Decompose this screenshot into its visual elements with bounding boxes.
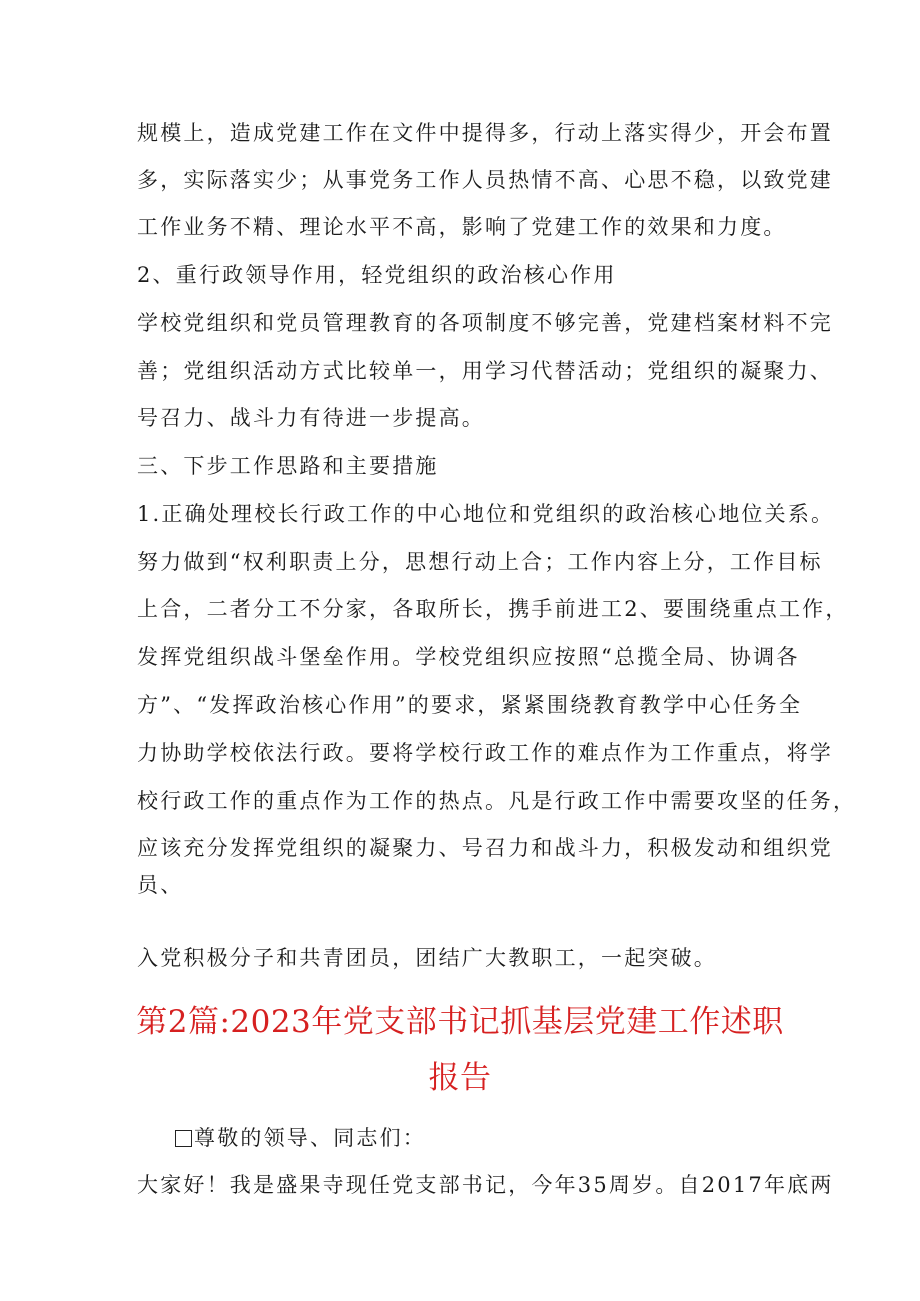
body-line-14: 力协助学校依法行政。要将学校行政工作的难点作为工作重点，将学: [137, 741, 833, 765]
body-line-11: 上合，二者分工不分家，各取所长，携手前进工2、要围绕重点工作，: [137, 597, 849, 621]
salutation-text: 尊敬的领导、同志们：: [194, 1126, 426, 1150]
body-line-17: 员、: [137, 873, 184, 897]
body-line-2: 多，实际落实少；从事党务工作人员热情不高、心思不稳，以致党建: [137, 168, 833, 192]
body-line-5: 学校党组织和党员管理教育的各项制度不够完善，党建档案材料不完: [137, 311, 833, 335]
body-line-intro: 大家好！我是盛果寺现任党支部书记，今年35周岁。自2017年底两: [137, 1173, 834, 1197]
body-line-9: 1.正确处理校长行政工作的中心地位和党组织的政治核心地位关系。: [137, 502, 835, 526]
section-subheading-2: 2、重行政领导作用，轻党组织的政治核心作用: [137, 263, 617, 287]
body-line-1: 规模上，造成党建工作在文件中提得多，行动上落实得少，开会布置: [137, 121, 833, 145]
body-line-7: 号召力、战斗力有待进一步提高。: [137, 406, 485, 430]
body-line-13: 方”、“发挥政治核心作用”的要求，紧紧围绕教育教学中心任务全: [137, 693, 803, 717]
article-heading-line-2: 报告: [428, 1060, 492, 1096]
body-line-6: 善；党组织活动方式比较单一，用学习代替活动；党组织的凝聚力、: [137, 359, 833, 383]
body-line-18: 入党积极分子和共青团员，团结广大教职工，一起突破。: [137, 946, 717, 970]
body-line-15: 校行政工作的重点作为工作的热点。凡是行政工作中需要攻坚的任务，: [137, 789, 857, 813]
body-line-10: 努力做到“权利职责上分，思想行动上合；工作内容上分，工作目标: [137, 550, 823, 574]
section-heading-3: 三、下步工作思路和主要措施: [137, 454, 439, 478]
article-heading-line-1: 第2篇:2023年党支部书记抓基层党建工作述职: [136, 1004, 784, 1040]
salutation: [175, 1123, 845, 1153]
body-line-12: 发挥党组织战斗堡垒作用。学校党组织应按照“总揽全局、协调各: [137, 645, 800, 669]
body-line-16: 应该充分发挥党组织的凝聚力、号召力和战斗力，积极发动和组织党: [137, 836, 833, 860]
checkbox-icon: [175, 1130, 192, 1147]
body-line-3: 工作业务不精、理论水平不高，影响了党建工作的效果和力度。: [137, 215, 787, 239]
